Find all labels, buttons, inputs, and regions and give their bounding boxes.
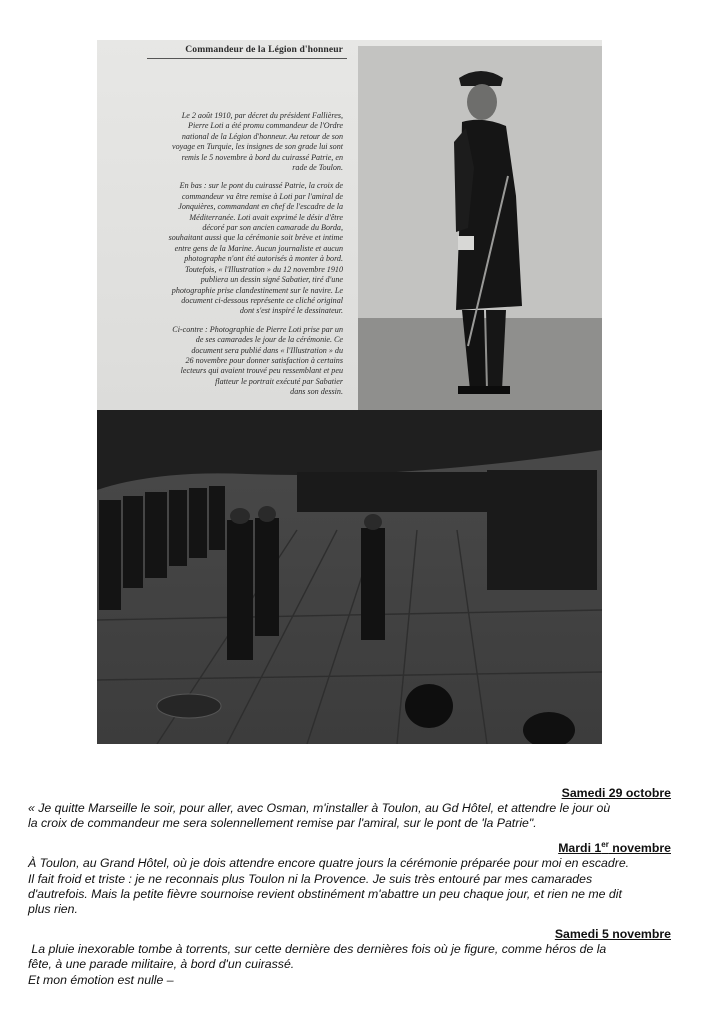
deck-ceremony-photo: [97, 410, 602, 744]
entry-date-samedi-5-novembre: Samedi 5 novembre: [554, 927, 671, 942]
caption-paragraph-2: En bas : sur le pont du cuirassé Patrie, la croix de commandeur va être remise à Loti par l'amiral de Jonquières, commandant en chef de l'escadre de la Méditerranée. Loti avait exprimé le désir d'être décoré par son ancien camarade du Borda, souhaitant aussi que la cérémonie soit brève et intime entre gens de la Marine. Aucun journaliste et aucun photographe n'ont été autorisés à monter à bord. Toutefois, « l'Illustration » du 12 novembre 1910 publiera un dessin signé Sabatier, tiré d'une photographie prise clandestinement sur le navire. Le document ci-dessous représente ce cliché original dont s'est inspiré le dessinateur.: [168, 181, 343, 316]
entry-paragraph-1: « Je quitte Marseille le soir, pour aller, avec Osman, m'installer à Toulon, au Gd Hôtel, et attendre le jour où la croix de commandeur me sera solennellement remise par l'amiral, sur le pont de 'la Patrie".: [28, 801, 611, 831]
entry-date-samedi-29-octobre: Samedi 29 octobre: [561, 786, 671, 800]
scanned-magazine-page: [97, 40, 602, 744]
caption-column: [107, 44, 347, 406]
entry-date-mardi-1er-novembre: Mardi 1er novembre: [558, 840, 671, 856]
portrait-photo: [358, 46, 602, 410]
top-panel: [97, 40, 602, 410]
caption-paragraph-3: Ci-contre : Photographie de Pierre Loti prise par un de ses camarades le jour de la cérémonie. Ce document sera publié dans « l'Illustration » du 26 novembre pour donner satisfaction à certains lecteurs qui avaient trouvé peu ressemblant et peu flatteur le portrait exécuté par Sabatier dans son dessin.: [172, 324, 343, 397]
entry-paragraph-2: À Toulon, au Grand Hôtel, où je dois attendre encore quatre jours la cérémonie préparée pour moi en escadre. Il fait froid et triste : je ne reconnais plus Toulon ni la Provence. Je suis très entouré par mes camarades d'autrefois. Mais la petite fièvre sournoise revient obstinément m'abattre un peu chaque jour, et rien ne me dit plus rien.: [28, 856, 630, 917]
caption-rule: [147, 58, 347, 59]
caption-heading: Commandeur de la Légion d'honneur: [185, 44, 343, 55]
diary-text: [28, 786, 671, 988]
entry-paragraph-3: La pluie inexorable tombe à torrents, sur cette dernière des dernières fois où je figure, comme héros de la fête, à une parade militaire, à bord d'un cuirassé. Et mon émotion est nulle –: [28, 942, 607, 987]
caption-paragraph-1: Le 2 août 1910, par décret du président Fallières, Pierre Loti a été promu commandeur de l'Ordre national de la Légion d'honneur. Au retour de son voyage en Turquie, les insignes de son grade lui sont remis le 5 novembre à bord du cuirassé Patrie, en rade de Toulon.: [172, 111, 343, 173]
